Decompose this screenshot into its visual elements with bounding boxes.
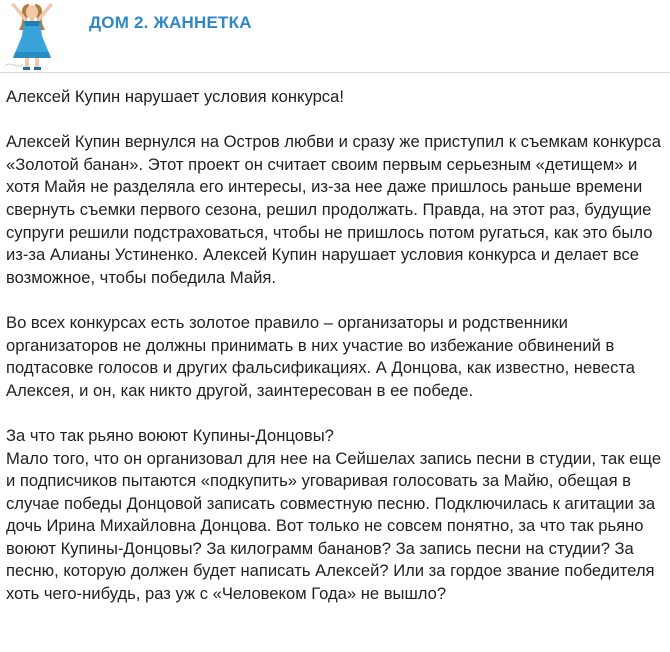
site-title[interactable]: ДОМ 2. ЖАННЕТКА [89, 13, 252, 32]
avatar[interactable] [1, 0, 65, 77]
girl-in-blue-dress-icon [1, 0, 65, 72]
article-body [0, 73, 670, 606]
article-paragraph-2: Во всех конкурсах есть золотое правило – организаторы и родственники организаторов не должны принимать в них участие во избежание обвинений в подтасовке голосов и других фальсификациях. А Донцова, как известно, невеста Алексея, и он, как никто другой, заинтересован в ее победе. [6, 312, 636, 400]
article-headline: Алексей Купин нарушает условия конкурса! [6, 87, 344, 106]
article-paragraph-1: Алексей Купин вернулся на Остров любви и сразу же приступил к съемкам конкурса «Золотой банан». Этот проект он считает своим первым серьезным «детищем» и хотя Майя не разделяла его интересы, из-за нее даже пришлось раньше времени свернуть съемки первого сезона, решил продолжать. Правда, на этот раз, будущие супруги решили подстраховаться, чтобы не пришлось потом ругаться, как это было из-за Алианы Устиненко. Алексей Купин нарушает условия конкурса и делает все возможное, чтобы победила Майя. [6, 132, 661, 287]
page-header [0, 0, 670, 73]
article-paragraph-3: Мало того, что он организовал для нее на Сейшелах запись песни в студии, так еще и подписчиков пытаются «подкупить» уговаривая голосовать за Майю, обещая в случае победы Донцовой записать совместную песню. Подключилась к агитации за дочь Ирина Михайловна Донцова. Вот только не совсем понятно, за что так рьяно воюют Купины-Донцовы? За килограмм бананов? За запись песни на студии? За песню, которую должен будет написать Алексей? Или за гордое звание победителя хоть чего-нибудь, раз уж с «Человеком Года» не вышло? [6, 448, 662, 604]
article-question: За что так рьяно воюют Купины-Донцовы? [6, 425, 334, 445]
